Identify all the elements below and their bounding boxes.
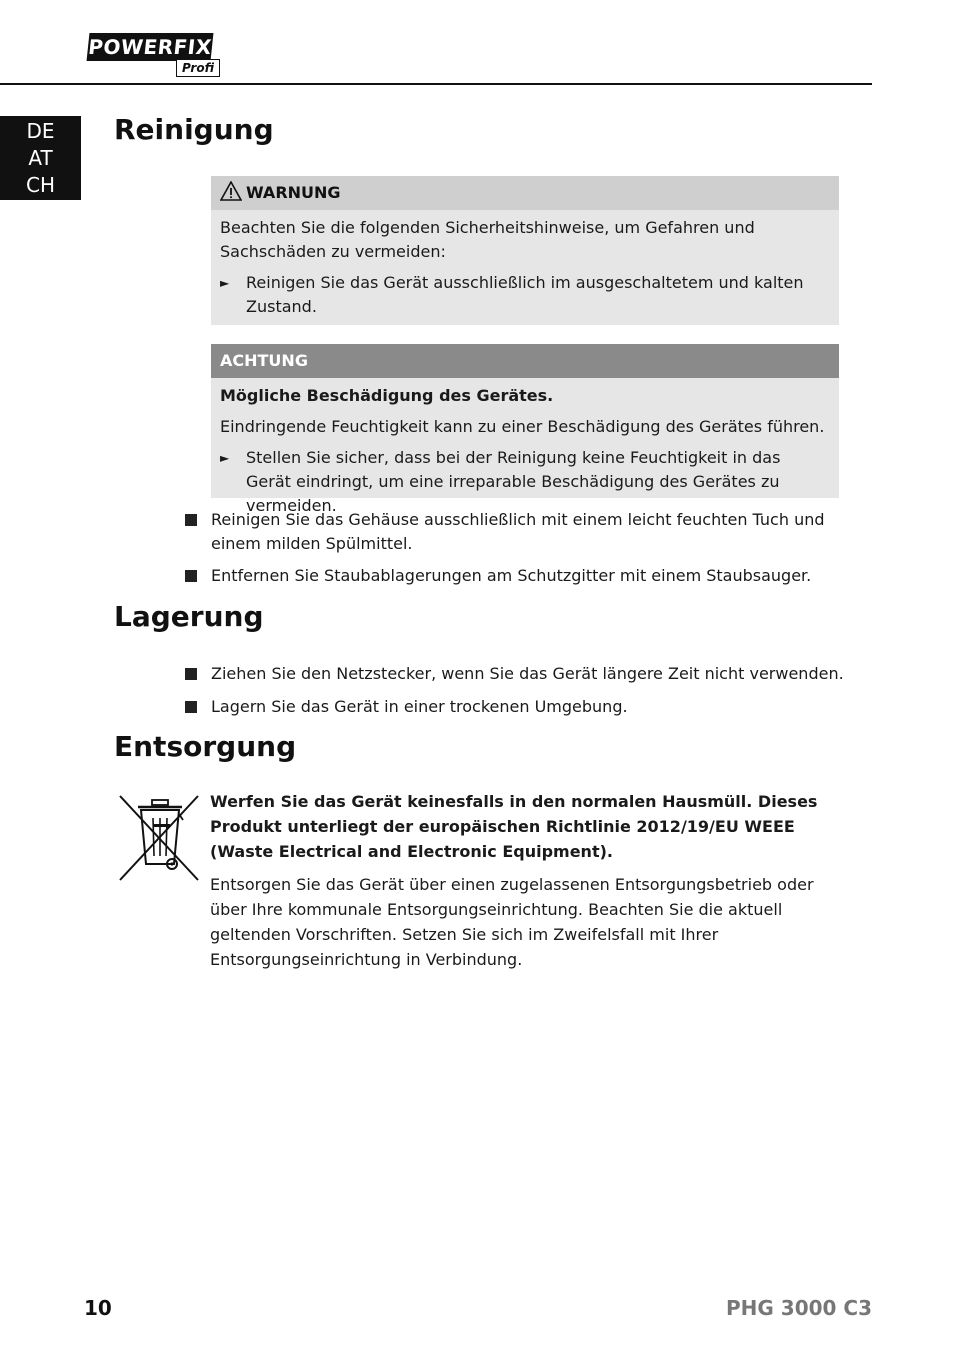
cleaning-bullet-list bbox=[185, 508, 845, 597]
brand-logo bbox=[88, 33, 238, 77]
caution-subtitle: Mögliche Beschädigung des Gerätes. bbox=[220, 386, 554, 405]
list-item-text: Reinigen Sie das Gehäuse ausschließlich mit einem leicht feuchten Tuch und einem milden Spülmittel. bbox=[211, 510, 825, 553]
heading-storage: Lagerung bbox=[114, 600, 264, 633]
language-tab bbox=[0, 116, 81, 200]
caution-header: ACHTUNG bbox=[211, 344, 839, 378]
model-number: PHG 3000 C3 bbox=[726, 1296, 872, 1320]
lang-de: DE bbox=[26, 119, 55, 143]
square-bullet-icon bbox=[185, 695, 211, 720]
triangle-bullet-icon: ► bbox=[220, 276, 230, 290]
warning-label: WARNUNG bbox=[246, 183, 341, 202]
caution-text: Eindringende Feuchtigkeit kann zu einer Beschädigung des Gerätes führen. bbox=[220, 417, 825, 436]
caution-body bbox=[211, 378, 839, 524]
page-number: 10 bbox=[84, 1296, 112, 1320]
heading-disposal: Entsorgung bbox=[114, 730, 297, 763]
logo-sub-text: Profi bbox=[176, 59, 220, 77]
square-bullet-icon bbox=[185, 662, 211, 687]
disposal-text: Entsorgen Sie das Gerät über einen zugelassenen Entsorgungsbetrieb oder über Ihre kommunale Entsorgungseinrichtung. Beachten Sie die aktuell geltenden Vorschriften. Setzen Sie sich im Zweifelsfall mit Ihrer Entsorgungseinrichtung in Verbindung. bbox=[210, 875, 814, 969]
warning-header bbox=[211, 176, 839, 210]
list-item bbox=[185, 508, 845, 556]
lang-at: AT bbox=[28, 146, 53, 170]
lang-ch: CH bbox=[25, 173, 55, 197]
disposal-text-block bbox=[210, 789, 840, 980]
caution-item-text: Stellen Sie sicher, dass bei der Reinigung keine Feuchtigkeit in das Gerät eindringt, um eine irreparable Beschädigung des Gerätes zu vermeiden. bbox=[246, 448, 781, 515]
list-item-text: Ziehen Sie den Netzstecker, wenn Sie das Gerät längere Zeit nicht verwenden. bbox=[211, 664, 844, 683]
header-rule bbox=[0, 83, 872, 85]
logo-main-text: POWERFIX bbox=[87, 35, 213, 59]
heading-cleaning: Reinigung bbox=[114, 113, 274, 146]
disposal-bold-text: Werfen Sie das Gerät keinesfalls in den normalen Hausmüll. Dieses Produkt unterliegt der europäischen Richtlinie 2012/19/EU WEEE (Waste Electrical and Electronic Equipment). bbox=[210, 792, 818, 861]
warning-list-item bbox=[220, 271, 829, 319]
list-item bbox=[185, 695, 845, 720]
crossed-out-wheelie-bin-icon bbox=[116, 794, 202, 882]
list-item bbox=[185, 662, 845, 687]
storage-bullet-list bbox=[185, 662, 845, 728]
caution-box bbox=[211, 344, 839, 515]
warning-box bbox=[211, 176, 839, 325]
warning-item-text: Reinigen Sie das Gerät ausschließlich im ausgeschaltetem und kalten Zustand. bbox=[246, 273, 804, 316]
warning-intro: Beachten Sie die folgenden Sicherheitshinweise, um Gefahren und Sachschäden zu vermeiden: bbox=[220, 218, 755, 261]
warning-body bbox=[211, 210, 839, 325]
warning-triangle-icon bbox=[220, 179, 242, 213]
triangle-bullet-icon: ► bbox=[220, 451, 230, 465]
list-item bbox=[185, 564, 845, 589]
square-bullet-icon bbox=[185, 508, 211, 556]
list-item-text: Lagern Sie das Gerät in einer trockenen Umgebung. bbox=[211, 697, 628, 716]
square-bullet-icon bbox=[185, 564, 211, 589]
list-item-text: Entfernen Sie Staubablagerungen am Schutzgitter mit einem Staubsauger. bbox=[211, 566, 812, 585]
